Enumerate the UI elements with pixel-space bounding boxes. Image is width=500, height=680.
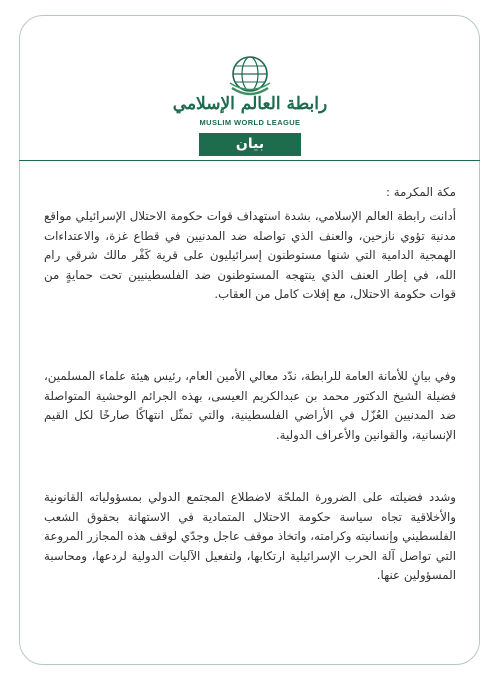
org-name-english: MUSLIM WORLD LEAGUE [199,118,301,127]
statement-badge: بيان [199,133,301,156]
statement-location: مكة المكرمة : [386,185,456,199]
header-divider [19,160,480,161]
statement-paragraph: أدانت رابطة العالم الإسلامي، بشدة استهداف قوات حكومة الاحتلال الإسرائيلي مواقع مدنية تؤوي نازحين، والعنف الذي تواصله ضد المدنيين في قطاع غزة، والاعتداءات الهمجية الدامية التي شنها مستوطنون إسرائيليون على قرية كَفْر مالك شرقي رام الله، في إطار العنف الذي ينتهجه المستوطنون ضد الفلسطينيين تحت حمايةٍ من قوات حكومة الاحتلال، مع إفلات كامل من العقاب. [44,209,456,302]
org-name-arabic: رابطة العالم الإسلامي [172,94,328,114]
statement-paragraph: وفي بيانٍ للأمانة العامة للرابطة، ندّد معالي الأمين العام، رئيس هيئة علماء المسلمين، فضيلة الشيخ الدكتور محمد بن عبدالكريم العيسى، بهذه الجرائم الوحشية المتواصلة ضد المدنيين العُزّل في الأراضي الفلسطينية، والتي تمثّل انتهاكًا صارخًا لكل القيم الإنسانية، والقوانين والأعراف الدولية. [44,369,456,442]
statement-paragraph: وشدد فضيلته على الضرورة الملحّة لاضطلاع المجتمع الدولي بمسؤولياته القانونية والأخلاقية تجاه سياسة حكومة الاحتلال المتمادية في الاستهانة بحقوق الشعب الفلسطيني وإنسانيته وكرامته، واتخاذ موقف عاجل وجدّي لوقف هذه المجازر المروعة التي تواصل آلة الحرب الإسرائيلية ارتكابها، ولتفعيل الآليات الدولية لردعها، ومحاسبة المسؤولين عنها. [44,490,456,583]
